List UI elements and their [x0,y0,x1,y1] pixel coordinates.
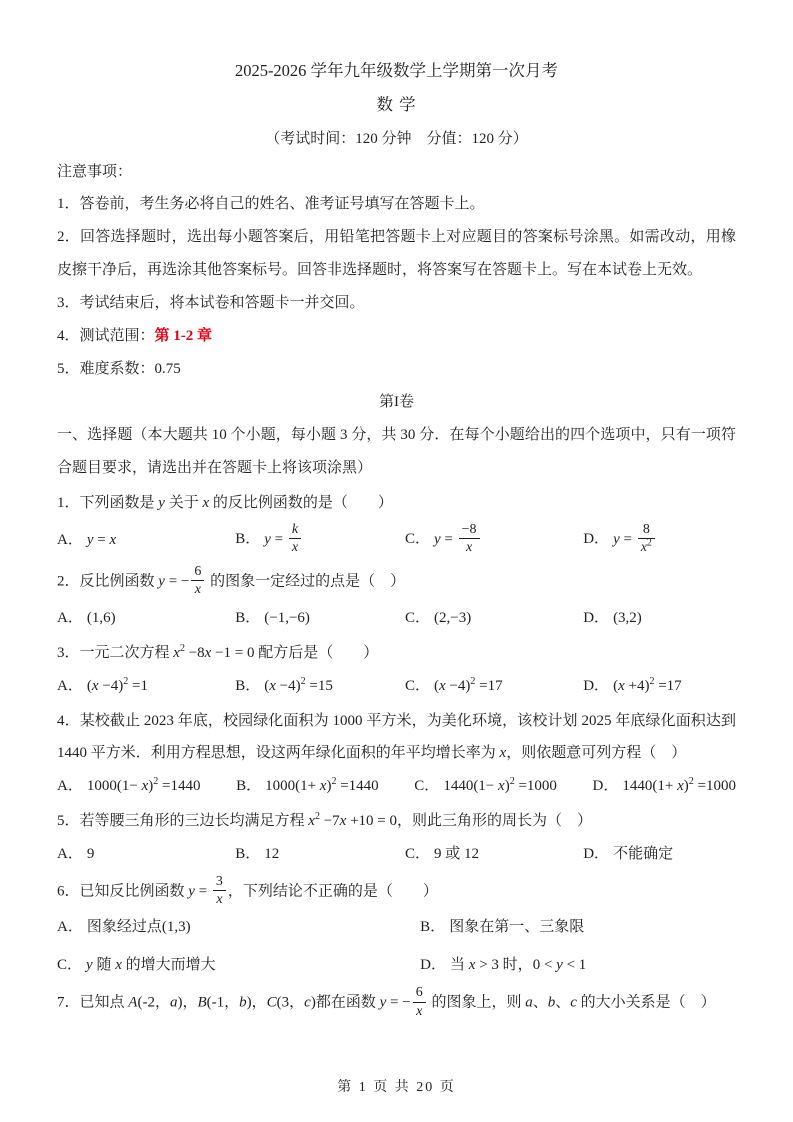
option-label: D． [592,777,619,794]
fraction: $\frac{6}{x}$ [413,985,426,1019]
question-1-options [57,521,736,559]
math-expression: 0 < y < 1 [532,957,587,974]
notice-item-1: 1．答卷前，考生务必将自己的姓名、准考证号填写在答题卡上。 [57,196,485,212]
option-label: C． [404,845,430,862]
question-list [57,487,736,1022]
question-5-stem: 5．若等腰三角形的三边长均满足方程 $x^2 -7x +10 = 0$，则此三角形的周长为（ ） [57,810,593,829]
question-1-option-A [57,525,235,555]
option-label: D． [583,845,610,862]
math-expression: $1440(1- x)^2 =1000$ [443,775,557,794]
math-expression: a [525,994,533,1011]
option-label: A． [57,845,83,862]
question-5-option-D: D． 不能确定 [583,845,674,862]
math-expression: A(-2，a) [128,994,183,1011]
math-expression: $(x -4)^2 =17$ [434,675,503,694]
question-2 [57,563,736,633]
question-6 [57,873,736,981]
math-expression: y [86,957,93,974]
question-6-option-C: C． y 随 x 的增大而增大 [57,957,216,974]
question-4-option-D [593,771,736,801]
option-label: C． [414,777,440,794]
math-expression: $(x -4)^2 =15$ [264,675,333,694]
question-6-option-B: B． 图象在第一、三象限 [420,919,585,936]
option-label: D． [583,531,610,548]
question-3-option-D [583,671,736,701]
exam-info: （考试时间：120 分钟 分值：120 分） [265,131,528,147]
question-2-option-D [583,603,736,633]
question-4-option-C [414,771,557,801]
notice-list [57,188,736,386]
highlighted-text: 第 1-2 章 [154,328,213,344]
question-4 [57,705,736,801]
question-4-options [57,771,736,801]
subject-title: 数 学 [376,95,417,114]
option-label: B． [235,531,261,548]
math-expression: y = [434,531,457,548]
option-label: C． [404,677,430,694]
math-expression: $x^2 -8x -1 = 0$ [173,642,255,661]
option-label: C． [404,609,430,626]
question-6-option-D: D． 当 x > 3 时，0 < y < 1 [420,957,587,974]
fraction: $\frac{6}{x}$ [191,564,204,598]
question-5-option-B: B． 12 [235,845,280,862]
math-expression: $(x +4)^2 =17$ [613,675,682,694]
math-expression: (−1,−6) [264,609,310,626]
option-label: B． [236,777,262,794]
notice-heading: 注意事项： [57,164,133,180]
question-4-option-B [236,771,379,801]
question-3 [57,637,736,701]
fraction: $\frac{3}{x}$ [213,874,226,908]
question-2-options [57,603,736,633]
question-6-stem: 6．已知反比例函数 y = $\frac{3}{x}$ ，下列结论不正确的是（ ） [57,873,438,907]
math-expression: y = [264,531,287,548]
math-expression: $1440(1+ x)^2 =1000$ [622,775,736,794]
math-expression: b [547,994,556,1011]
section-one-heading: 一、选择题（本大题共 10 个小题，每小题 3 分，共 30 分．在每个小题给出的四个选项中，只有一项符合题目要求，请选出并在答题卡上将该项涂黑） [57,427,736,476]
question-1 [57,487,736,559]
math-expression: x > 3 [468,957,499,974]
page-footer: 第 1 页 共 20 页 [337,1080,456,1095]
option-label: A． [57,919,83,936]
math-expression: $1000(1- x)^2 =1440$ [86,775,201,794]
math-expression: x [499,744,507,761]
option-label: A． [57,677,83,694]
math-expression: y = [188,882,211,899]
question-3-options [57,671,736,701]
question-4-stem: 4．某校截止 2023 年底，校园绿化面积为 1000 平方米，为美化环境，该校计划 2025 年底绿化面积达到 1440 平方米．利用方程思想，设这两年绿化面积的年平均增长率为 x，则依题意可列方程（ ） [57,712,736,761]
notice-item-5: 5．难度系数：0.75 [57,361,181,377]
question-7-stem: 7．已知点 A(-2，a)，B(-1，b)，C(3，c)都在函数 y = − $\frac{6}{x}$ 的图象上，则 a、b、c 的大小关系是（ ） [57,985,716,1019]
fraction: $\frac{-8}{x}$ [459,522,480,556]
math-expression: (2,−3) [434,609,472,626]
math-expression: y = [613,531,636,548]
option-label: C． [57,957,83,974]
math-expression: x [202,495,210,511]
option-label: C． [404,531,430,548]
question-1-option-B [235,521,405,559]
math-expression: C(3，c) [266,994,316,1011]
math-expression: $(x -4)^2 =1$ [86,675,148,694]
math-expression: y [158,495,165,511]
document-title: 2025-2026 学年九年级数学上学期第一次月考 [234,61,559,80]
fraction: $\frac{k}{x}$ [289,522,301,556]
math-expression: (3,2) [613,609,642,626]
option-label: B． [235,609,261,626]
math-expression: c [570,994,577,1011]
math-expression: (1,6) [86,609,116,626]
option-label: D． [420,957,447,974]
question-2-option-A [57,603,235,633]
notice-item-3: 3．考试结束后，将本试卷和答题卡一并交回。 [57,295,365,311]
math-expression: y = − [158,573,190,590]
option-label: D． [583,677,610,694]
notice-item-2: 2．回答选择题时，选出每小题答案后，用铅笔把答题卡上对应题目的答案标号涂黑。如需改动，用橡皮擦干净后，再选涂其他答案标号。回答非选择题时，将答案写在答题卡上。写在本试卷上无效。 [57,229,736,278]
question-2-option-C [405,603,583,633]
question-3-option-B [235,671,405,701]
question-2-option-B [235,603,405,633]
question-5-option-C: C． 9 或 12 [404,845,480,862]
math-expression: $x^2 -7x +10 = 0$ [308,810,398,829]
question-3-stem: 3．一元二次方程 $x^2 -8x -1 = 0$ 配方后是（ ） [57,642,379,661]
option-label: B． [235,677,261,694]
option-label: A． [57,531,83,548]
question-1-option-D [583,521,736,559]
question-5 [57,805,736,869]
question-1-option-C [405,521,583,559]
math-expression: x [115,957,122,974]
question-7 [57,984,736,1022]
math-expression: $1000(1+ x)^2 =1440$ [265,775,379,794]
question-6-options [57,912,736,980]
question-5-options [57,839,736,869]
fraction: $\frac{8}{x^2}$ [638,522,655,556]
question-6-option-A: A． 图象经过点(1,3) [57,919,191,936]
option-label: A． [57,777,83,794]
question-5-option-A: A． 9 [57,845,95,862]
question-3-option-C [405,671,583,701]
question-1-stem: 1．下列函数是 y 关于 x 的反比例函数的是（ ） [57,495,393,511]
question-2-stem: 2．反比例函数 y = − $\frac{6}{x}$ 的图象一定经过的点是（ ） [57,563,406,598]
paper-section-title: 第I卷 [379,394,414,410]
math-expression: y = − [379,994,411,1011]
math-expression: B(-1，b) [197,994,252,1011]
math-expression: (1,3) [161,919,191,936]
option-label: D． [583,609,610,626]
math-expression: y = x [86,531,117,548]
option-label: A． [57,609,83,626]
option-label: B． [420,919,446,936]
option-label: B． [235,845,261,862]
question-3-option-A [57,671,235,701]
question-4-option-A [57,771,200,801]
notice-item-4: 4．测试范围：第 1-2 章 [57,328,213,344]
